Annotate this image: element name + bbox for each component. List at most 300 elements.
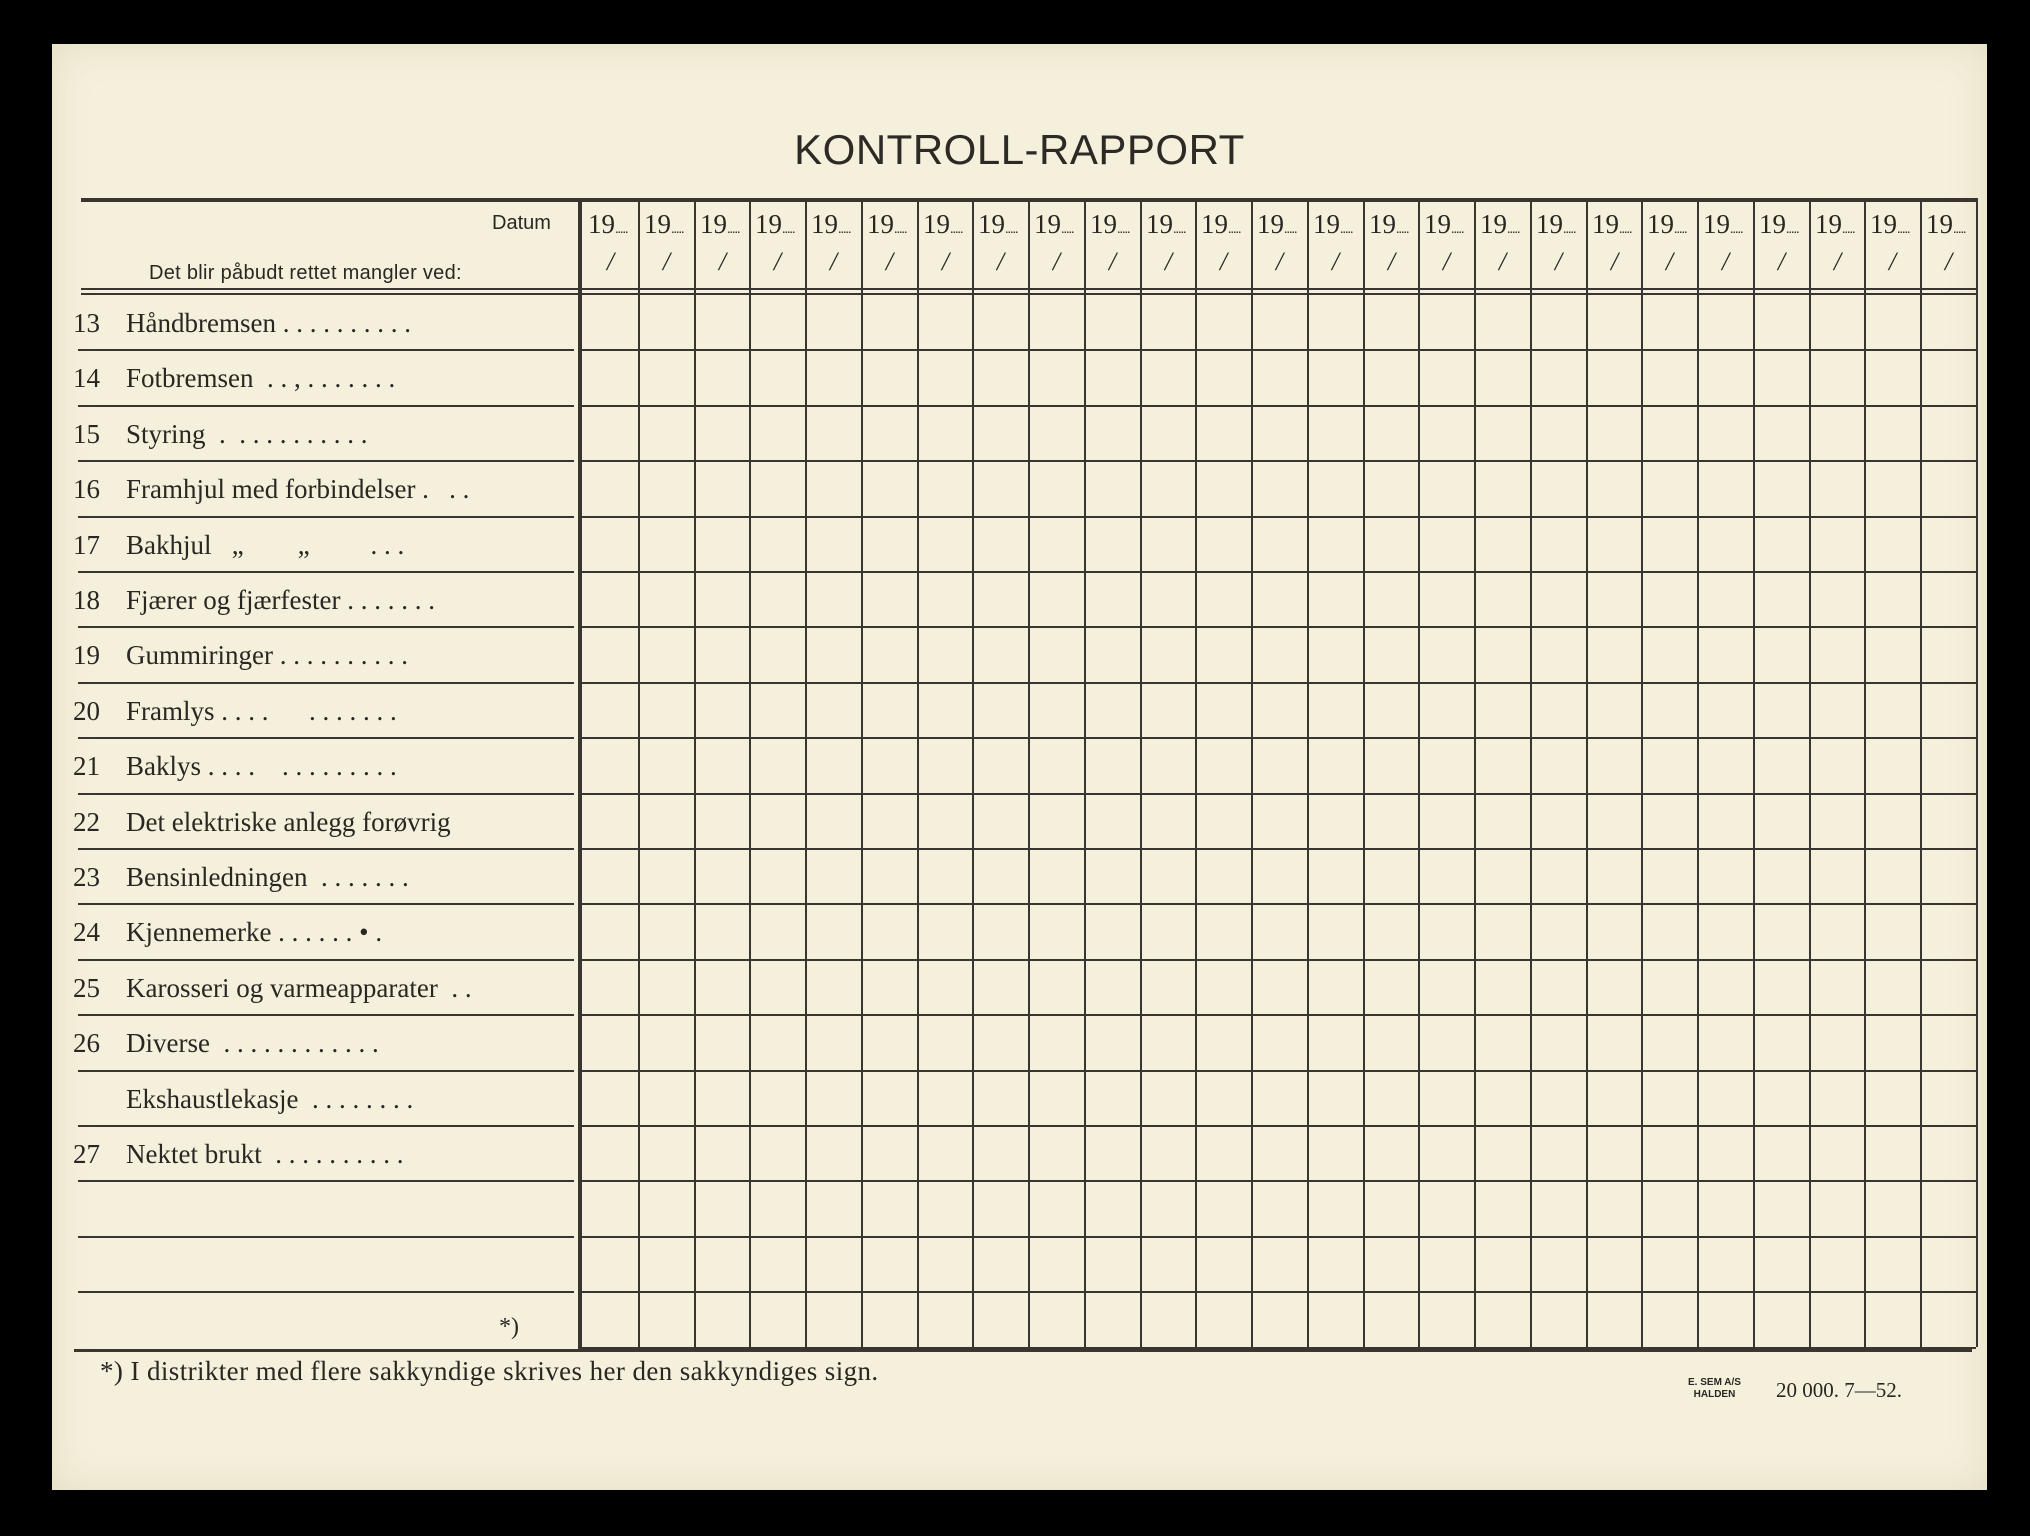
inspection-cell[interactable]: [1365, 850, 1418, 902]
inspection-cell[interactable]: [696, 684, 749, 736]
inspection-cell[interactable]: [1476, 296, 1529, 348]
inspection-cell[interactable]: [863, 1127, 916, 1179]
inspection-cell[interactable]: [1420, 1016, 1473, 1068]
inspection-cell[interactable]: [1811, 1072, 1864, 1124]
inspection-cell[interactable]: [1197, 850, 1250, 902]
inspection-cell[interactable]: [1922, 905, 1975, 957]
inspection-cell[interactable]: [1197, 628, 1250, 680]
inspection-cell[interactable]: [807, 795, 860, 847]
inspection-cell[interactable]: [1699, 296, 1752, 348]
inspection-cell[interactable]: [919, 905, 972, 957]
inspection-cell[interactable]: [1699, 628, 1752, 680]
inspection-cell[interactable]: [1086, 1072, 1139, 1124]
inspection-cell[interactable]: [1476, 573, 1529, 625]
inspection-cell[interactable]: [1811, 573, 1864, 625]
inspection-cell[interactable]: [1588, 1293, 1641, 1345]
inspection-cell[interactable]: [751, 1182, 804, 1234]
inspection-cell[interactable]: [1588, 351, 1641, 403]
inspection-cell[interactable]: [863, 795, 916, 847]
inspection-cell[interactable]: [751, 351, 804, 403]
inspection-cell[interactable]: [1197, 961, 1250, 1013]
inspection-cell[interactable]: [1643, 407, 1696, 459]
inspection-cell[interactable]: [1309, 1072, 1362, 1124]
inspection-cell[interactable]: [1197, 905, 1250, 957]
inspection-cell[interactable]: [1755, 462, 1808, 514]
inspection-cell[interactable]: [1086, 462, 1139, 514]
inspection-cell[interactable]: [1532, 407, 1585, 459]
inspection-cell[interactable]: [1866, 905, 1919, 957]
inspection-cell[interactable]: [1365, 407, 1418, 459]
inspection-cell[interactable]: [1197, 518, 1250, 570]
inspection-cell[interactable]: [1142, 296, 1195, 348]
inspection-cell[interactable]: [863, 351, 916, 403]
inspection-cell[interactable]: [1922, 684, 1975, 736]
inspection-cell[interactable]: [1643, 1127, 1696, 1179]
inspection-cell[interactable]: [1365, 961, 1418, 1013]
inspection-cell[interactable]: [1811, 905, 1864, 957]
inspection-cell[interactable]: [1309, 573, 1362, 625]
inspection-cell[interactable]: [1699, 1016, 1752, 1068]
inspection-cell[interactable]: [1922, 296, 1975, 348]
inspection-cell[interactable]: [863, 1238, 916, 1290]
inspection-cell[interactable]: [974, 905, 1027, 957]
inspection-cell[interactable]: [1588, 850, 1641, 902]
inspection-cell[interactable]: [1922, 351, 1975, 403]
inspection-cell[interactable]: [974, 1016, 1027, 1068]
inspection-cell[interactable]: [1086, 573, 1139, 625]
inspection-cell[interactable]: [1811, 961, 1864, 1013]
inspection-cell[interactable]: [1643, 1182, 1696, 1234]
inspection-cell[interactable]: [1922, 518, 1975, 570]
inspection-cell[interactable]: [1699, 739, 1752, 791]
inspection-cell[interactable]: [1142, 1127, 1195, 1179]
inspection-cell[interactable]: [1699, 905, 1752, 957]
inspection-cell[interactable]: [1253, 628, 1306, 680]
inspection-cell[interactable]: [1197, 407, 1250, 459]
inspection-cell[interactable]: [863, 961, 916, 1013]
inspection-cell[interactable]: [696, 296, 749, 348]
inspection-cell[interactable]: [863, 905, 916, 957]
inspection-cell[interactable]: [1922, 1127, 1975, 1179]
inspection-cell[interactable]: [1476, 462, 1529, 514]
inspection-cell[interactable]: [1532, 850, 1585, 902]
inspection-cell[interactable]: [1420, 462, 1473, 514]
inspection-cell[interactable]: [974, 518, 1027, 570]
inspection-cell[interactable]: [1532, 1182, 1585, 1234]
inspection-cell[interactable]: [863, 518, 916, 570]
inspection-cell[interactable]: [1253, 739, 1306, 791]
inspection-cell[interactable]: [1699, 850, 1752, 902]
inspection-cell[interactable]: [696, 1182, 749, 1234]
inspection-cell[interactable]: [1699, 462, 1752, 514]
inspection-cell[interactable]: [1142, 795, 1195, 847]
inspection-cell[interactable]: [974, 407, 1027, 459]
inspection-cell[interactable]: [1532, 795, 1585, 847]
inspection-cell[interactable]: [640, 628, 693, 680]
inspection-cell[interactable]: [1755, 1072, 1808, 1124]
inspection-cell[interactable]: [751, 1072, 804, 1124]
inspection-cell[interactable]: [1922, 462, 1975, 514]
inspection-cell[interactable]: [1532, 961, 1585, 1013]
inspection-cell[interactable]: [1030, 462, 1083, 514]
inspection-cell[interactable]: [1142, 407, 1195, 459]
inspection-cell[interactable]: [1588, 1182, 1641, 1234]
inspection-cell[interactable]: [919, 1293, 972, 1345]
inspection-cell[interactable]: [696, 407, 749, 459]
inspection-cell[interactable]: [640, 905, 693, 957]
inspection-cell[interactable]: [919, 628, 972, 680]
inspection-cell[interactable]: [1755, 518, 1808, 570]
inspection-cell[interactable]: [1755, 850, 1808, 902]
inspection-cell[interactable]: [1922, 407, 1975, 459]
inspection-cell[interactable]: [1476, 628, 1529, 680]
inspection-cell[interactable]: [751, 407, 804, 459]
inspection-cell[interactable]: [1476, 1127, 1529, 1179]
inspection-cell[interactable]: [1643, 905, 1696, 957]
inspection-cell[interactable]: [1476, 684, 1529, 736]
inspection-cell[interactable]: [640, 573, 693, 625]
inspection-cell[interactable]: [1811, 739, 1864, 791]
inspection-cell[interactable]: [1420, 850, 1473, 902]
inspection-cell[interactable]: [751, 739, 804, 791]
inspection-cell[interactable]: [1086, 296, 1139, 348]
inspection-cell[interactable]: [1532, 296, 1585, 348]
inspection-cell[interactable]: [1086, 1182, 1139, 1234]
inspection-cell[interactable]: [696, 1016, 749, 1068]
inspection-cell[interactable]: [1699, 573, 1752, 625]
inspection-cell[interactable]: [1922, 961, 1975, 1013]
inspection-cell[interactable]: [1253, 961, 1306, 1013]
inspection-cell[interactable]: [919, 1016, 972, 1068]
inspection-cell[interactable]: [1365, 905, 1418, 957]
inspection-cell[interactable]: [1253, 850, 1306, 902]
inspection-cell[interactable]: [863, 850, 916, 902]
inspection-cell[interactable]: [1365, 296, 1418, 348]
inspection-cell[interactable]: [807, 739, 860, 791]
inspection-cell[interactable]: [1420, 407, 1473, 459]
inspection-cell[interactable]: [1086, 351, 1139, 403]
inspection-cell[interactable]: [807, 407, 860, 459]
inspection-cell[interactable]: [696, 850, 749, 902]
inspection-cell[interactable]: [1811, 1127, 1864, 1179]
inspection-cell[interactable]: [807, 1016, 860, 1068]
inspection-cell[interactable]: [1922, 1238, 1975, 1290]
inspection-cell[interactable]: [863, 684, 916, 736]
inspection-cell[interactable]: [807, 961, 860, 1013]
inspection-cell[interactable]: [1866, 961, 1919, 1013]
inspection-cell[interactable]: [1253, 1293, 1306, 1345]
inspection-cell[interactable]: [1476, 795, 1529, 847]
inspection-cell[interactable]: [1030, 961, 1083, 1013]
inspection-cell[interactable]: [974, 739, 1027, 791]
inspection-cell[interactable]: [640, 296, 693, 348]
inspection-cell[interactable]: [1365, 1127, 1418, 1179]
inspection-cell[interactable]: [640, 1016, 693, 1068]
inspection-cell[interactable]: [1755, 407, 1808, 459]
inspection-cell[interactable]: [1532, 1016, 1585, 1068]
inspection-cell[interactable]: [1420, 684, 1473, 736]
inspection-cell[interactable]: [1476, 1016, 1529, 1068]
inspection-cell[interactable]: [1699, 1238, 1752, 1290]
inspection-cell[interactable]: [807, 462, 860, 514]
inspection-cell[interactable]: [1866, 628, 1919, 680]
inspection-cell[interactable]: [696, 518, 749, 570]
inspection-cell[interactable]: [863, 1016, 916, 1068]
inspection-cell[interactable]: [863, 628, 916, 680]
inspection-cell[interactable]: [1142, 739, 1195, 791]
inspection-cell[interactable]: [1253, 351, 1306, 403]
inspection-cell[interactable]: [1309, 850, 1362, 902]
inspection-cell[interactable]: [1755, 296, 1808, 348]
inspection-cell[interactable]: [640, 1238, 693, 1290]
inspection-cell[interactable]: [1588, 573, 1641, 625]
inspection-cell[interactable]: [1365, 1293, 1418, 1345]
inspection-cell[interactable]: [1811, 462, 1864, 514]
inspection-cell[interactable]: [1755, 961, 1808, 1013]
inspection-cell[interactable]: [1476, 905, 1529, 957]
inspection-cell[interactable]: [1197, 739, 1250, 791]
inspection-cell[interactable]: [1309, 961, 1362, 1013]
inspection-cell[interactable]: [1755, 739, 1808, 791]
inspection-cell[interactable]: [919, 961, 972, 1013]
inspection-cell[interactable]: [1699, 1182, 1752, 1234]
inspection-cell[interactable]: [1365, 518, 1418, 570]
inspection-cell[interactable]: [1086, 1238, 1139, 1290]
inspection-cell[interactable]: [1030, 739, 1083, 791]
inspection-cell[interactable]: [696, 961, 749, 1013]
inspection-cell[interactable]: [1532, 1238, 1585, 1290]
inspection-cell[interactable]: [1643, 1293, 1696, 1345]
inspection-cell[interactable]: [1811, 1182, 1864, 1234]
inspection-cell[interactable]: [1811, 296, 1864, 348]
inspection-cell[interactable]: [1643, 795, 1696, 847]
inspection-cell[interactable]: [1253, 518, 1306, 570]
inspection-cell[interactable]: [1365, 1238, 1418, 1290]
inspection-cell[interactable]: [1253, 905, 1306, 957]
inspection-cell[interactable]: [1030, 1072, 1083, 1124]
inspection-cell[interactable]: [1086, 739, 1139, 791]
inspection-cell[interactable]: [1866, 795, 1919, 847]
inspection-cell[interactable]: [1253, 795, 1306, 847]
inspection-cell[interactable]: [696, 795, 749, 847]
inspection-cell[interactable]: [696, 573, 749, 625]
inspection-cell[interactable]: [919, 1127, 972, 1179]
inspection-cell[interactable]: [1142, 351, 1195, 403]
inspection-cell[interactable]: [1197, 573, 1250, 625]
inspection-cell[interactable]: [640, 961, 693, 1013]
inspection-cell[interactable]: [1811, 684, 1864, 736]
inspection-cell[interactable]: [863, 1072, 916, 1124]
inspection-cell[interactable]: [863, 407, 916, 459]
inspection-cell[interactable]: [807, 850, 860, 902]
inspection-cell[interactable]: [1309, 905, 1362, 957]
inspection-cell[interactable]: [640, 684, 693, 736]
inspection-cell[interactable]: [751, 462, 804, 514]
inspection-cell[interactable]: [1866, 407, 1919, 459]
inspection-cell[interactable]: [1365, 351, 1418, 403]
inspection-cell[interactable]: [1532, 518, 1585, 570]
inspection-cell[interactable]: [807, 905, 860, 957]
inspection-cell[interactable]: [863, 573, 916, 625]
inspection-cell[interactable]: [1086, 628, 1139, 680]
inspection-cell[interactable]: [1253, 573, 1306, 625]
inspection-cell[interactable]: [1866, 1016, 1919, 1068]
inspection-cell[interactable]: [1588, 905, 1641, 957]
inspection-cell[interactable]: [1811, 628, 1864, 680]
inspection-cell[interactable]: [1643, 351, 1696, 403]
inspection-cell[interactable]: [1309, 1016, 1362, 1068]
inspection-cell[interactable]: [1866, 296, 1919, 348]
inspection-cell[interactable]: [751, 296, 804, 348]
inspection-cell[interactable]: [974, 1182, 1027, 1234]
inspection-cell[interactable]: [1922, 1072, 1975, 1124]
inspection-cell[interactable]: [1866, 684, 1919, 736]
inspection-cell[interactable]: [1365, 684, 1418, 736]
inspection-cell[interactable]: [640, 1182, 693, 1234]
inspection-cell[interactable]: [1699, 1072, 1752, 1124]
inspection-cell[interactable]: [1142, 628, 1195, 680]
inspection-cell[interactable]: [1811, 795, 1864, 847]
inspection-cell[interactable]: [640, 1293, 693, 1345]
inspection-cell[interactable]: [1866, 351, 1919, 403]
inspection-cell[interactable]: [1699, 1127, 1752, 1179]
inspection-cell[interactable]: [1030, 1127, 1083, 1179]
inspection-cell[interactable]: [1643, 850, 1696, 902]
inspection-cell[interactable]: [1755, 1238, 1808, 1290]
inspection-cell[interactable]: [1755, 351, 1808, 403]
inspection-cell[interactable]: [1142, 1293, 1195, 1345]
inspection-cell[interactable]: [1309, 1127, 1362, 1179]
inspection-cell[interactable]: [1643, 462, 1696, 514]
inspection-cell[interactable]: [1253, 462, 1306, 514]
inspection-cell[interactable]: [919, 407, 972, 459]
inspection-cell[interactable]: [1142, 961, 1195, 1013]
inspection-cell[interactable]: [1030, 628, 1083, 680]
inspection-cell[interactable]: [1866, 573, 1919, 625]
inspection-cell[interactable]: [863, 296, 916, 348]
inspection-cell[interactable]: [1476, 1182, 1529, 1234]
inspection-cell[interactable]: [1922, 1293, 1975, 1345]
inspection-cell[interactable]: [640, 850, 693, 902]
inspection-cell[interactable]: [1197, 351, 1250, 403]
inspection-cell[interactable]: [751, 1238, 804, 1290]
inspection-cell[interactable]: [1922, 1016, 1975, 1068]
inspection-cell[interactable]: [919, 1182, 972, 1234]
inspection-cell[interactable]: [1420, 296, 1473, 348]
inspection-cell[interactable]: [1420, 1072, 1473, 1124]
inspection-cell[interactable]: [1086, 518, 1139, 570]
inspection-cell[interactable]: [1420, 739, 1473, 791]
inspection-cell[interactable]: [1922, 795, 1975, 847]
inspection-cell[interactable]: [1365, 739, 1418, 791]
inspection-cell[interactable]: [919, 1238, 972, 1290]
inspection-cell[interactable]: [1030, 351, 1083, 403]
inspection-cell[interactable]: [1588, 739, 1641, 791]
inspection-cell[interactable]: [1588, 628, 1641, 680]
inspection-cell[interactable]: [1420, 628, 1473, 680]
inspection-cell[interactable]: [1643, 739, 1696, 791]
inspection-cell[interactable]: [1588, 1238, 1641, 1290]
inspection-cell[interactable]: [1142, 850, 1195, 902]
inspection-cell[interactable]: [1030, 296, 1083, 348]
inspection-cell[interactable]: [1532, 739, 1585, 791]
inspection-cell[interactable]: [1755, 1293, 1808, 1345]
inspection-cell[interactable]: [919, 351, 972, 403]
inspection-cell[interactable]: [807, 1293, 860, 1345]
inspection-cell[interactable]: [1699, 961, 1752, 1013]
inspection-cell[interactable]: [919, 850, 972, 902]
inspection-cell[interactable]: [1420, 795, 1473, 847]
inspection-cell[interactable]: [1922, 1182, 1975, 1234]
inspection-cell[interactable]: [1309, 518, 1362, 570]
inspection-cell[interactable]: [1197, 684, 1250, 736]
inspection-cell[interactable]: [1866, 739, 1919, 791]
inspection-cell[interactable]: [1588, 462, 1641, 514]
inspection-cell[interactable]: [1866, 850, 1919, 902]
inspection-cell[interactable]: [1197, 1238, 1250, 1290]
inspection-cell[interactable]: [751, 684, 804, 736]
inspection-cell[interactable]: [807, 628, 860, 680]
inspection-cell[interactable]: [1197, 1016, 1250, 1068]
inspection-cell[interactable]: [1365, 462, 1418, 514]
inspection-cell[interactable]: [751, 518, 804, 570]
inspection-cell[interactable]: [1142, 1238, 1195, 1290]
inspection-cell[interactable]: [640, 795, 693, 847]
inspection-cell[interactable]: [751, 1127, 804, 1179]
inspection-cell[interactable]: [1755, 1182, 1808, 1234]
inspection-cell[interactable]: [1922, 573, 1975, 625]
inspection-cell[interactable]: [640, 518, 693, 570]
inspection-cell[interactable]: [1030, 684, 1083, 736]
inspection-cell[interactable]: [863, 1293, 916, 1345]
inspection-cell[interactable]: [1030, 573, 1083, 625]
inspection-cell[interactable]: [1030, 1182, 1083, 1234]
inspection-cell[interactable]: [640, 1127, 693, 1179]
inspection-cell[interactable]: [1922, 850, 1975, 902]
inspection-cell[interactable]: [974, 1238, 1027, 1290]
inspection-cell[interactable]: [1086, 795, 1139, 847]
inspection-cell[interactable]: [919, 518, 972, 570]
inspection-cell[interactable]: [974, 1127, 1027, 1179]
inspection-cell[interactable]: [974, 628, 1027, 680]
inspection-cell[interactable]: [1588, 961, 1641, 1013]
inspection-cell[interactable]: [1365, 1016, 1418, 1068]
inspection-cell[interactable]: [919, 462, 972, 514]
inspection-cell[interactable]: [1922, 628, 1975, 680]
inspection-cell[interactable]: [863, 739, 916, 791]
inspection-cell[interactable]: [696, 1127, 749, 1179]
inspection-cell[interactable]: [974, 351, 1027, 403]
inspection-cell[interactable]: [1142, 573, 1195, 625]
inspection-cell[interactable]: [696, 628, 749, 680]
inspection-cell[interactable]: [1532, 1293, 1585, 1345]
inspection-cell[interactable]: [974, 1072, 1027, 1124]
inspection-cell[interactable]: [1030, 850, 1083, 902]
inspection-cell[interactable]: [919, 573, 972, 625]
inspection-cell[interactable]: [1309, 1182, 1362, 1234]
inspection-cell[interactable]: [1030, 905, 1083, 957]
inspection-cell[interactable]: [1142, 684, 1195, 736]
inspection-cell[interactable]: [1866, 462, 1919, 514]
inspection-cell[interactable]: [1866, 1127, 1919, 1179]
inspection-cell[interactable]: [696, 1293, 749, 1345]
inspection-cell[interactable]: [1476, 518, 1529, 570]
inspection-cell[interactable]: [1699, 407, 1752, 459]
inspection-cell[interactable]: [1532, 351, 1585, 403]
inspection-cell[interactable]: [1588, 407, 1641, 459]
inspection-cell[interactable]: [1086, 684, 1139, 736]
inspection-cell[interactable]: [751, 1293, 804, 1345]
